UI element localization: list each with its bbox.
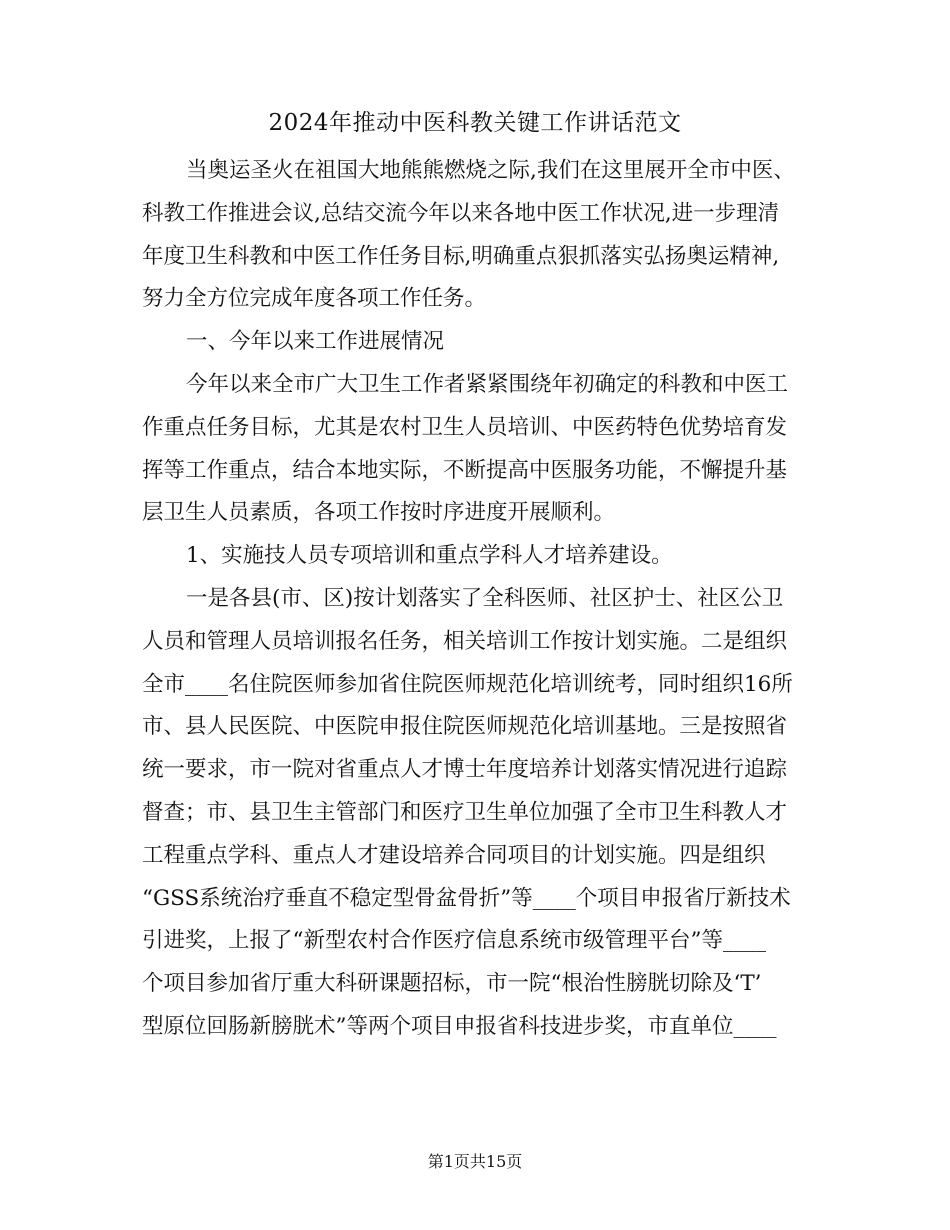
paragraph-line: 挥等工作重点，结合本地实际，不断提高中医服务功能，不懈提升基 xyxy=(142,457,788,483)
document-title: 2024年推动中医科教关键工作讲话范文 xyxy=(268,110,682,136)
paragraph-line: 当奥运圣火在祖国大地熊熊燃烧之际,我们在这里展开全市中医、 xyxy=(186,158,795,183)
paragraph-line: 努力全方位完成年度各项工作任务。 xyxy=(142,286,487,312)
paragraph-line: 一是各县(市、区)按计划落实了全科医师、社区护士、社区公卫 xyxy=(186,585,784,611)
paragraph-line: 作重点任务目标，尤其是农村卫生人员培训、中医药特色优势培育发 xyxy=(142,414,788,440)
paragraph-line: 型原位回肠新膀胱术”等两个项目申报省科技进步奖，市直单位____ xyxy=(142,1013,777,1039)
paragraph-line: 工程重点学科、重点人才建设培养合同项目的计划实施。四是组织 xyxy=(142,842,766,868)
paragraph-line: 统一要求，市一院对省重点人才博士年度培养计划落实情况进行追踪 xyxy=(142,757,788,783)
paragraph-line: 引进奖，上报了“新型农村合作医疗信息系统市级管理平台”等____ xyxy=(142,928,766,954)
paragraph-line: 层卫生人员素质，各项工作按时序进度开展顺利。 xyxy=(142,500,616,526)
document-body xyxy=(142,150,810,1049)
paragraph-line: 个项目参加省厅重大科研课题招标，市一院“根治性膀胱切除及‘T’ xyxy=(142,971,762,997)
paragraph-line: 全市____名住院医师参加省住院医师规范化培训统考，同时组织16所 xyxy=(142,671,793,697)
section-heading: 一、今年以来工作进展情况 xyxy=(186,329,445,355)
paragraph-line: 今年以来全市广大卫生工作者紧紧围绕年初确定的科教和中医工 xyxy=(186,371,789,397)
paragraph-line: 市、县人民医院、中医院申报住院医师规范化培训基地。三是按照省 xyxy=(142,714,788,740)
paragraph-line: 科教工作推进会议,总结交流今年以来各地中医工作状况,进一步理清 xyxy=(142,200,780,226)
page-number: 第1页共15页 xyxy=(427,1152,523,1171)
paragraph-line: 年度卫生科教和中医工作任务目标,明确重点狠抓落实弘扬奥运精神, xyxy=(142,243,780,269)
paragraph-line: “GSS系统治疗垂直不稳定型骨盆骨折”等____个项目申报省厅新技术 xyxy=(142,885,791,911)
subsection-heading: 1、实施技人员专项培训和重点学科人才培养建设。 xyxy=(186,543,673,569)
paragraph-line: 督查；市、县卫生主管部门和医疗卫生单位加强了全市卫生科教人才 xyxy=(142,799,788,825)
paragraph-line: 人员和管理人员培训报名任务，相关培训工作按计划实施。二是组织 xyxy=(142,628,788,654)
